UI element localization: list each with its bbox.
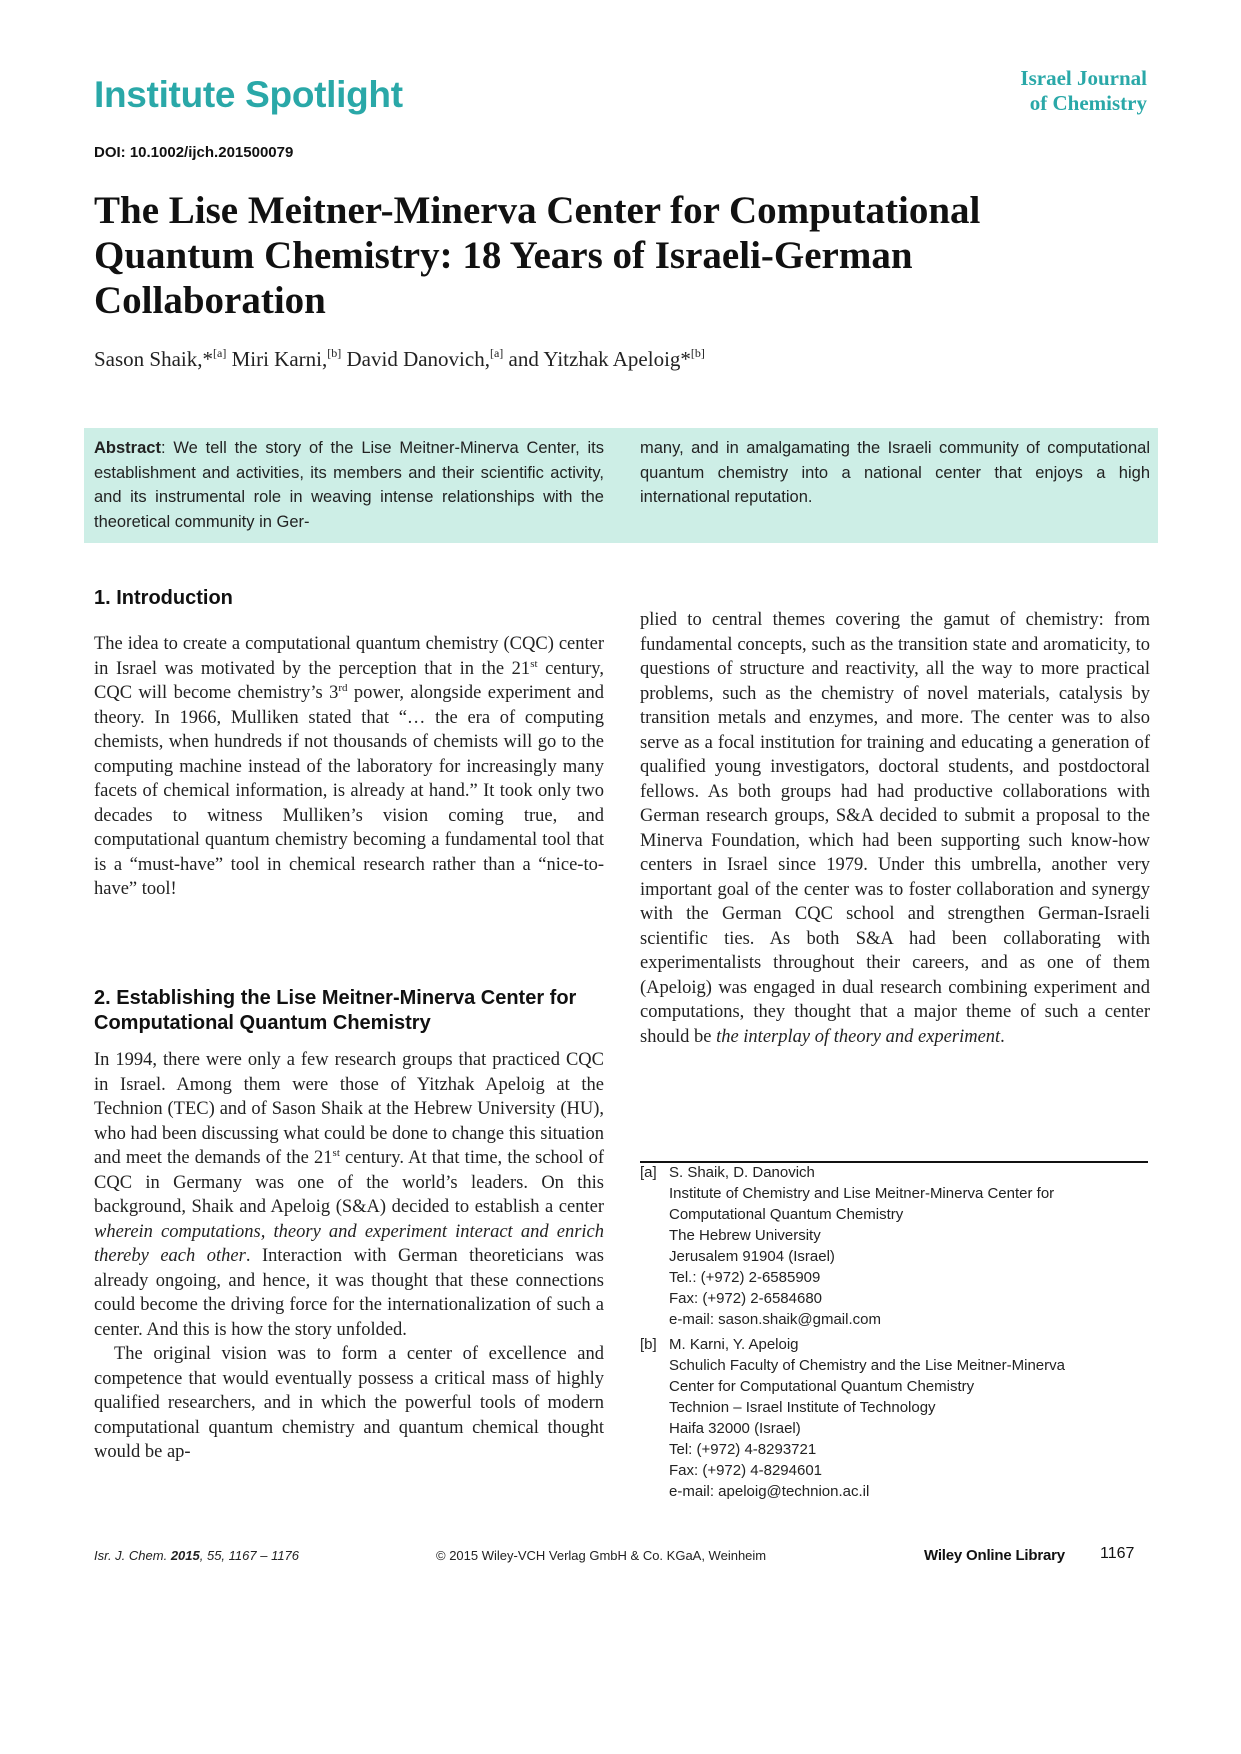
affiliation-line: Schulich Faculty of Chemistry and the Lise Meitner-Minerva: [669, 1357, 1065, 1374]
affiliation-line: Haifa 32000 (Israel): [669, 1420, 801, 1437]
author-affiliation-mark: [a]: [489, 346, 504, 360]
establishing-paragraph-2-continued: plied to central themes covering the gamut of chemistry: from fundamental concepts, such as the transition state and aromaticity, to questions of structure and reactivity, all the way to more practical problems, such as the chemistry of novel materials, catalysis by transition metals and enzymes, and more. The center was to also serve as a focal institution for training and educating a generation of qualified young investigators, doctoral students, and postdoctoral fellows. As both groups had had productive collaborations with German research groups, S&A decided to submit a proposal to the Minerva Foundation, which had been supporting such know-how centers in Israel since 1979. Under this umbrella, another very important goal of the center was to foster collaboration and synergy with the German CQC school and strengthen German-Israeli scientific ties. As both S&A had been collaborating with experimentalists throughout their careers, and as one of them (Apeloig) was engaged in dual research combining experiment and computations, they thought that a major theme of such a center should be the interplay of theory and experiment.: [640, 610, 1150, 1047]
doi[interactable]: DOI: 10.1002/ijch.201500079: [94, 144, 294, 161]
affiliation-line: Institute of Chemistry and Lise Meitner-Minerva Center for: [669, 1185, 1055, 1202]
affiliation-email[interactable]: e-mail: apeloig@technion.ac.il: [669, 1483, 870, 1500]
wiley-online-library-logo[interactable]: Wiley Online Library: [924, 1547, 1065, 1564]
author-name: Yitzhak Apeloig*: [543, 347, 691, 371]
abstract-left-column: [94, 436, 604, 534]
affiliation-tag: [a]: [640, 1164, 657, 1181]
affiliation-line: Tel: (+972) 4-8293721: [669, 1441, 817, 1458]
section-heading-introduction: 1. Introduction: [94, 587, 233, 609]
establishing-paragraph-1: In 1994, there were only a few research groups that practiced CQC in Israel. Among them were those of Yitzhak Apeloig at the Technion (TEC) and of Sason Shaik at the Hebrew University (HU), who had been discussing what could be done to change this situation and meet the demands of the 21st century. At that time, the school of CQC in Germany was one of the world’s leaders. On this background, Shaik and Apeloig (S&A) decided to establish a center wherein computations, theory and experiment interact and enrich thereby each other. Interaction with German theoreticians was already ongoing, and hence, it was thought that these connections could become the driving force for the internationalization of such a center. And this is how the story unfolded.: [94, 1050, 604, 1340]
author-list: [94, 346, 705, 372]
copyright-notice: © 2015 Wiley-VCH Verlag GmbH & Co. KGaA, Weinheim: [436, 1548, 767, 1563]
affiliation-line: Fax: (+972) 2-6584680: [669, 1290, 823, 1307]
author-affiliation-mark: [b]: [690, 346, 705, 360]
affiliation-line: Jerusalem 91904 (Israel): [669, 1248, 835, 1265]
section-heading-establishing: 2. Establishing the Lise Meitner-Minerva Center for Computational Quantum Chemistry: [94, 987, 577, 1034]
affiliation-line: Computational Quantum Chemistry: [669, 1206, 904, 1223]
section-label: Institute Spotlight: [94, 74, 403, 115]
affiliation-line: Tel.: (+972) 2-6585909: [669, 1269, 821, 1286]
affiliation-line: The Hebrew University: [669, 1227, 821, 1244]
affiliation-line: Fax: (+972) 4-8294601: [669, 1462, 823, 1479]
author-name: Miri Karni,: [231, 347, 328, 371]
affiliation-line: S. Shaik, D. Danovich: [669, 1164, 815, 1181]
affiliation-line: Technion – Israel Institute of Technology: [669, 1399, 936, 1416]
abstract-text-left: : We tell the story of the Lise Meitner-Minerva Center, its establishment and activities, its members and their scientific activity, and its instrumental role in weaving intense relationships with the theoretical community in Ger-: [94, 439, 604, 531]
citation-footer: Isr. J. Chem. 2015, 55, 1167 – 1176: [94, 1548, 300, 1563]
affiliation-tag: [b]: [640, 1336, 657, 1353]
affiliation-b: [640, 1334, 1148, 1502]
affiliation-email[interactable]: e-mail: sason.shaik@gmail.com: [669, 1311, 881, 1328]
abstract-right-column: many, and in amalgamating the Israeli community of computational quantum chemistry into a national center that enjoys a high international reputation.: [640, 439, 1150, 506]
author-separator: and: [503, 347, 544, 371]
author-affiliation-mark: [b]: [327, 346, 342, 360]
introduction-paragraph: The idea to create a computational quantum chemistry (CQC) center in Israel was motivated by the perception that in the 21st century, CQC will become chemistry’s 3rd power, alongside experiment and theory. In 1966, Mulliken stated that “… the era of computing chemists, when hundreds if not thousands of chemists will go to the computing machine instead of the laboratory for increasingly many facets of chemical information, is already at hand.” It took only two decades to witness Mulliken’s vision coming true, and computational quantum chemistry becoming a fundamental tool that is a “must-have” tool in chemical research rather than a “nice-to-have” tool!: [94, 634, 604, 899]
affiliation-a: [640, 1162, 1148, 1330]
introduction-body: [94, 632, 604, 902]
abstract-label: Abstract: [94, 439, 161, 457]
establishing-paragraph-2: The original vision was to form a center of excellence and competence that would eventually possess a critical mass of highly qualified researchers, and in which the powerful tools of modern computational quantum chemistry and quantum chemical thought would be ap-: [94, 1344, 604, 1462]
author-name: Sason Shaik,*: [94, 347, 214, 371]
affiliation-line: Center for Computational Quantum Chemistry: [669, 1378, 975, 1395]
journal-name-line2: of Chemistry: [1029, 91, 1147, 115]
affiliation-line: M. Karni, Y. Apeloig: [669, 1336, 799, 1353]
establishing-body-continued: [640, 608, 1150, 1049]
page-number: 1167: [1100, 1545, 1135, 1562]
establishing-body: [94, 1048, 604, 1465]
journal-name: [1020, 66, 1147, 116]
author-affiliation-mark: [a]: [213, 346, 227, 360]
author-name: David Danovich,: [346, 347, 490, 371]
journal-name-line1: Israel Journal: [1020, 66, 1147, 90]
article-title: The Lise Meitner-Minerva Center for Computational Quantum Chemistry: 18 Years of Israeli-German Collaboration: [94, 189, 981, 322]
